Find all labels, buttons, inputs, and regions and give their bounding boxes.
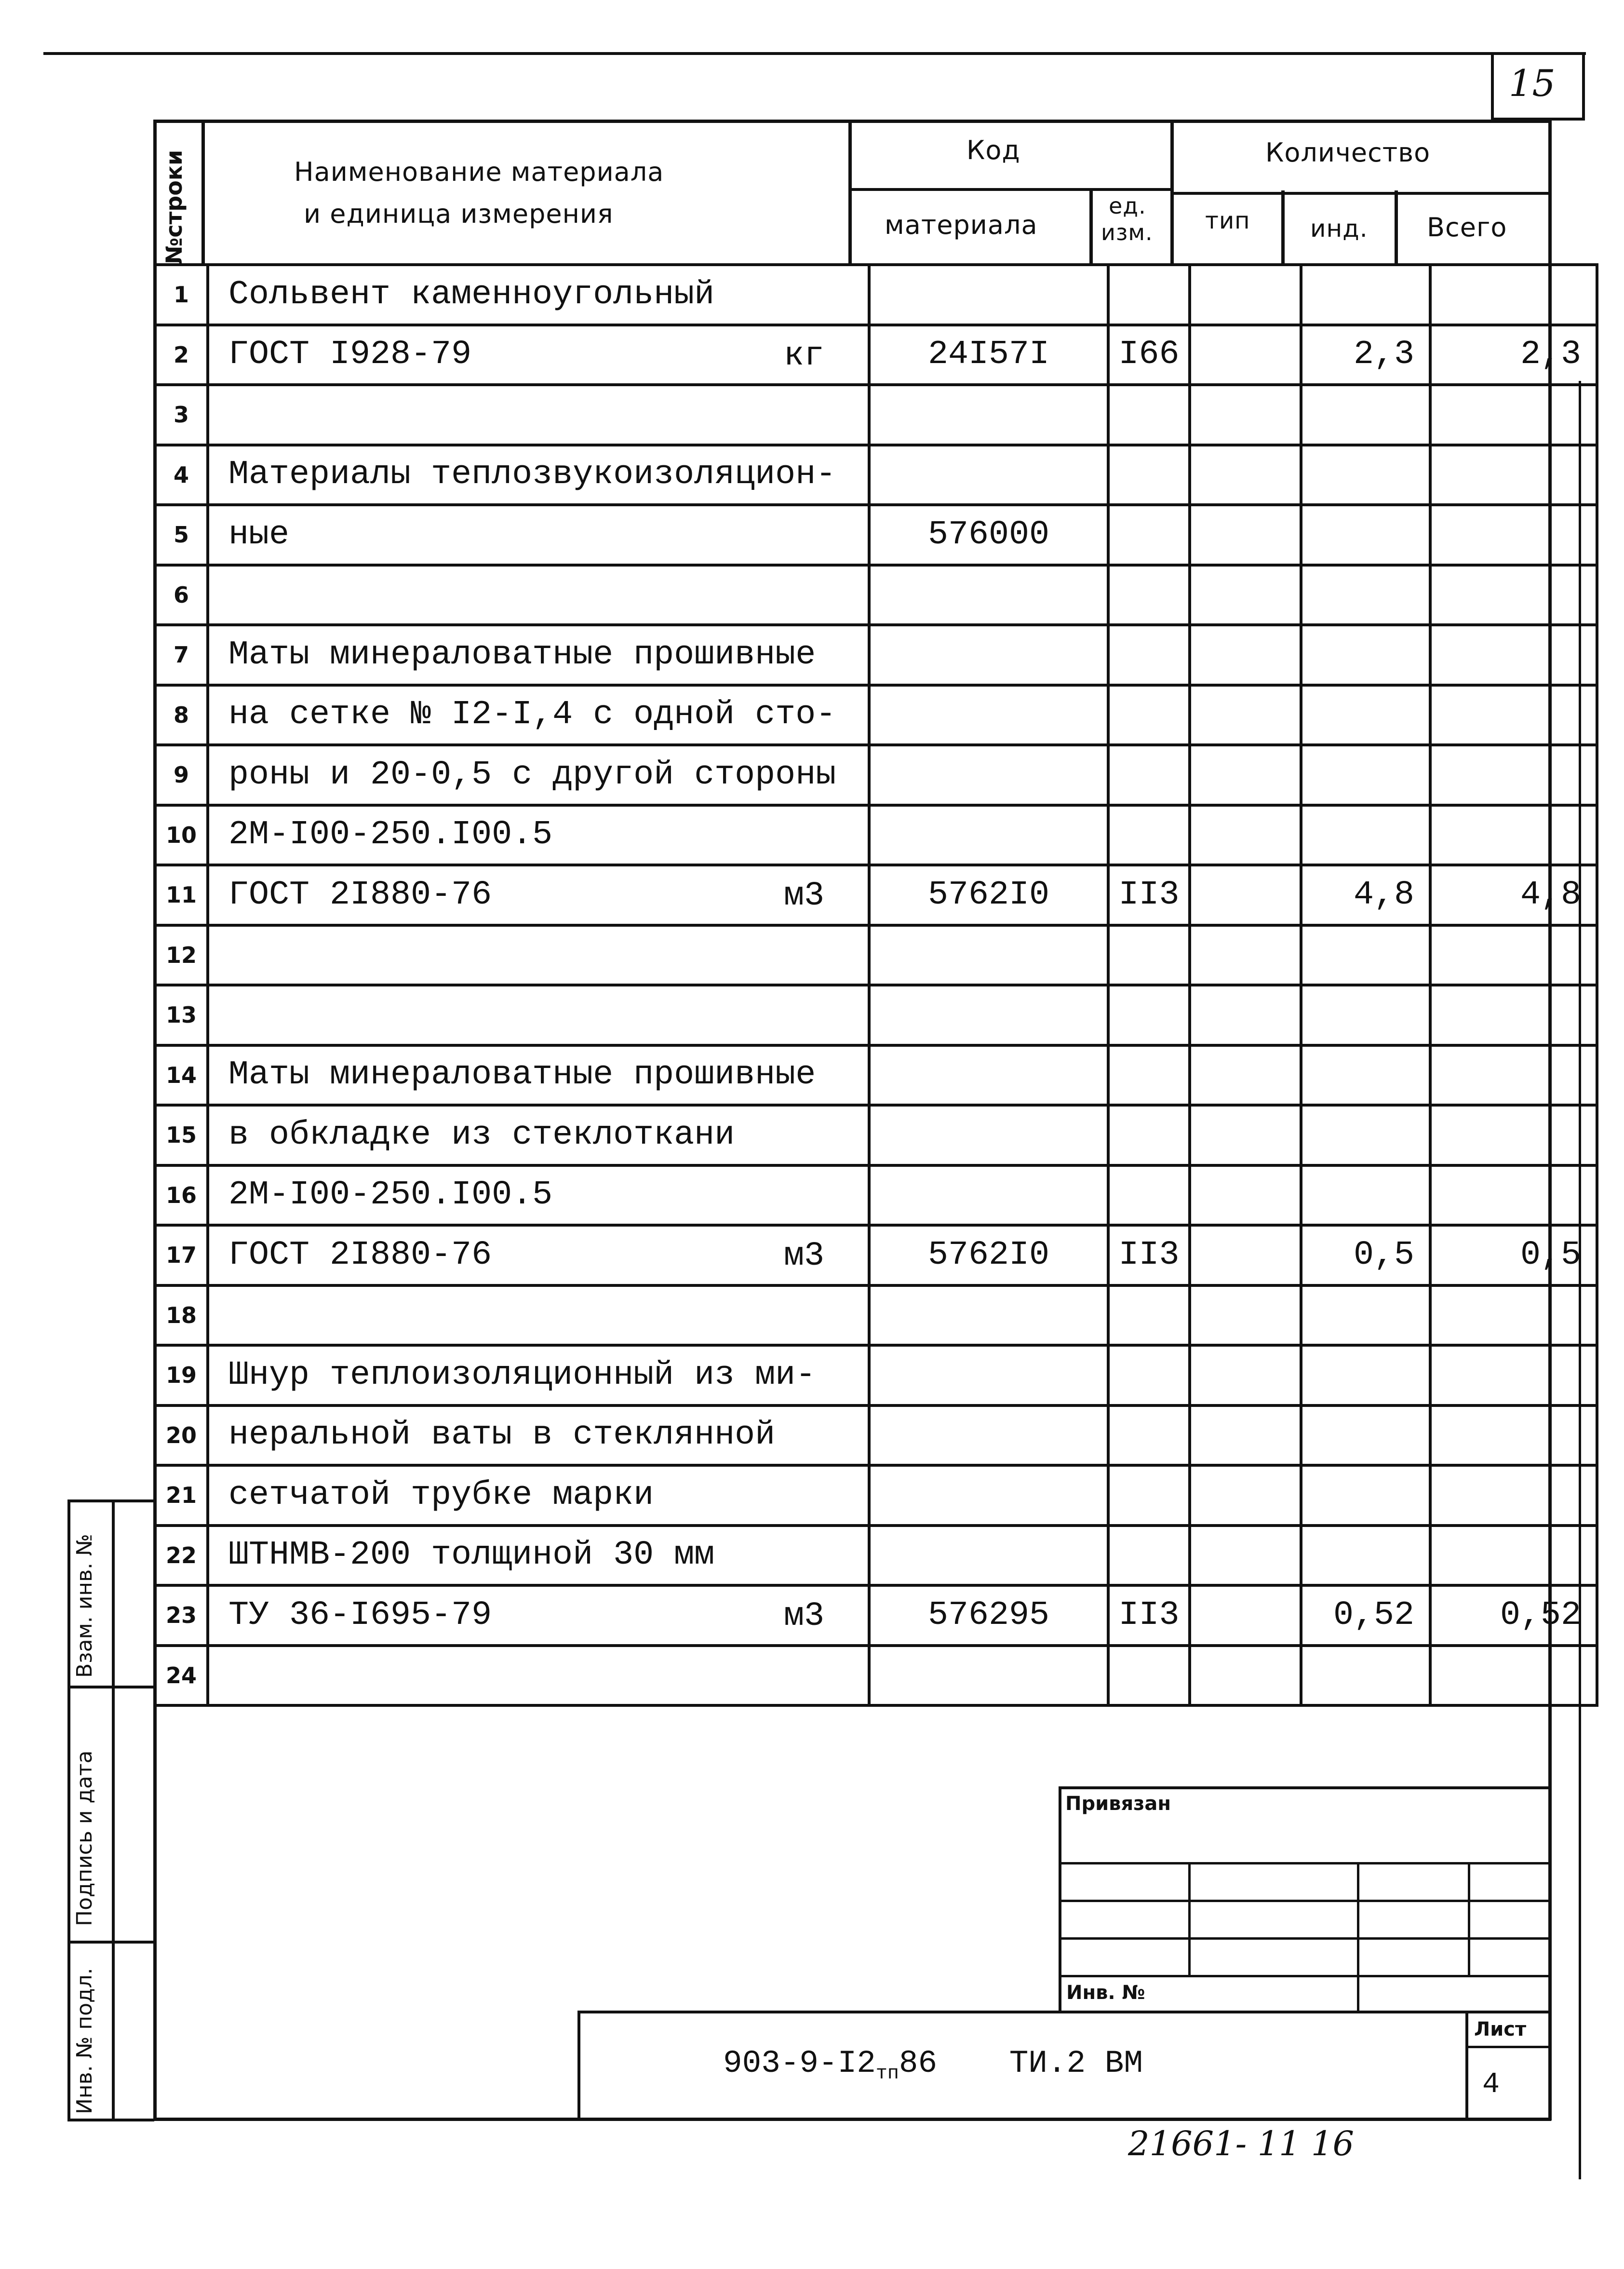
row-number-cell: 2 bbox=[155, 325, 208, 385]
stamp-col-line-1 bbox=[1188, 1862, 1191, 1975]
type-qty-cell bbox=[1190, 385, 1301, 445]
unit-code-cell bbox=[1108, 805, 1190, 865]
row-number-cell: 23 bbox=[155, 1585, 208, 1646]
material-name-cell bbox=[208, 685, 869, 745]
unit-code-cell bbox=[1108, 1105, 1190, 1165]
material-name-text: на сетке № I2-I,4 с одной сто- bbox=[228, 696, 836, 734]
total-qty-cell bbox=[1430, 1465, 1597, 1526]
table-row bbox=[155, 745, 1597, 805]
total-qty-cell: 2,3 bbox=[1430, 325, 1597, 385]
individual-qty-cell bbox=[1301, 265, 1430, 325]
unit-code-cell bbox=[1108, 565, 1190, 625]
designation-part-a: 903-9-I2 bbox=[723, 2045, 876, 2081]
total-qty-cell bbox=[1430, 1285, 1597, 1346]
row-number-cell: 17 bbox=[155, 1225, 208, 1285]
table-row bbox=[155, 985, 1597, 1045]
material-name-text: неральной ваты в стеклянной bbox=[228, 1416, 776, 1455]
material-name-text: Сольвент каменноугольный bbox=[228, 275, 715, 314]
row-number-cell: 11 bbox=[155, 865, 208, 925]
stamp-attached-top bbox=[1059, 1786, 1550, 1789]
table-row bbox=[155, 325, 1597, 385]
table-row bbox=[155, 1045, 1597, 1106]
individual-qty-cell bbox=[1301, 1405, 1430, 1466]
material-name-text: ные bbox=[228, 515, 290, 554]
side-strip-inner bbox=[112, 1499, 115, 2121]
header-name-unit: и единица измерения bbox=[304, 199, 614, 229]
unit-code-cell bbox=[1108, 685, 1190, 745]
row-number-cell: 22 bbox=[155, 1526, 208, 1586]
row-number-cell: 16 bbox=[155, 1165, 208, 1226]
material-code-cell: 576295 bbox=[869, 1585, 1108, 1646]
table-row bbox=[155, 1526, 1597, 1586]
row-number-cell: 6 bbox=[155, 565, 208, 625]
total-qty-cell bbox=[1430, 1105, 1597, 1165]
type-qty-cell bbox=[1190, 745, 1301, 805]
row-number-cell: 24 bbox=[155, 1646, 208, 1706]
material-name-cell bbox=[208, 1345, 869, 1405]
type-qty-cell bbox=[1190, 1105, 1301, 1165]
material-name-cell bbox=[208, 1225, 869, 1285]
material-code-cell bbox=[869, 1345, 1108, 1405]
material-code-cell bbox=[869, 385, 1108, 445]
material-name-cell bbox=[208, 865, 869, 925]
individual-qty-cell bbox=[1301, 745, 1430, 805]
header-sub-line-qty bbox=[1170, 192, 1551, 195]
header-quantity: Количество bbox=[1265, 137, 1431, 168]
individual-qty-cell bbox=[1301, 1646, 1430, 1706]
total-qty-cell: 0,5 bbox=[1430, 1225, 1597, 1285]
stamp-row-line-2 bbox=[1059, 1900, 1550, 1902]
material-name-cell bbox=[208, 1646, 869, 1706]
material-name-text: 2М-I00-250.I00.5 bbox=[228, 1176, 553, 1215]
sheet-number: 4 bbox=[1482, 2068, 1500, 2101]
material-code-cell bbox=[869, 1526, 1108, 1586]
unit-code-cell bbox=[1108, 265, 1190, 325]
unit-code-cell bbox=[1108, 925, 1190, 986]
side-strip-top bbox=[67, 1499, 154, 1502]
stamp-row-line-4 bbox=[1059, 1975, 1550, 1977]
row-number-cell: 9 bbox=[155, 745, 208, 805]
unit-code-cell bbox=[1108, 745, 1190, 805]
unit-text: м3 bbox=[783, 1597, 824, 1635]
material-name-cell bbox=[208, 925, 869, 986]
material-name-text: ГОСТ 2I880-76 bbox=[228, 876, 492, 914]
material-name-text: Шнур теплоизоляционный из ми- bbox=[228, 1356, 816, 1394]
material-name-cell bbox=[208, 805, 869, 865]
unit-code-cell bbox=[1108, 1526, 1190, 1586]
material-name-cell bbox=[208, 745, 869, 805]
header-col-line-3 bbox=[1089, 190, 1093, 264]
unit-code-cell bbox=[1108, 625, 1190, 685]
material-code-cell: 576000 bbox=[869, 505, 1108, 565]
table-row bbox=[155, 1585, 1597, 1646]
side-strip-bottom bbox=[67, 2119, 154, 2121]
table-row bbox=[155, 625, 1597, 685]
page-number-box-left bbox=[1491, 52, 1494, 120]
designation-part-b: 86 bbox=[899, 2045, 938, 2081]
individual-qty-cell bbox=[1301, 505, 1430, 565]
material-name-text: ГОСТ 2I880-76 bbox=[228, 1236, 492, 1274]
header-col-line-6 bbox=[1395, 190, 1398, 264]
stamp-row-line-3 bbox=[1059, 1937, 1550, 1940]
unit-code-cell: II3 bbox=[1108, 865, 1190, 925]
total-qty-cell bbox=[1430, 1165, 1597, 1226]
header-col-line-2 bbox=[848, 120, 852, 264]
side-strip-div2 bbox=[67, 1941, 154, 1944]
type-qty-cell bbox=[1190, 265, 1301, 325]
individual-qty-cell: 0,52 bbox=[1301, 1585, 1430, 1646]
type-qty-cell bbox=[1190, 1646, 1301, 1706]
table-row bbox=[155, 385, 1597, 445]
designation-part-c: ТИ.2 ВМ bbox=[1009, 2045, 1143, 2081]
total-qty-cell bbox=[1430, 565, 1597, 625]
table-row bbox=[155, 1105, 1597, 1165]
header-individual: инд. bbox=[1310, 215, 1368, 243]
total-qty-cell bbox=[1430, 1646, 1597, 1706]
type-qty-cell bbox=[1190, 445, 1301, 505]
table-row bbox=[155, 1345, 1597, 1405]
material-code-cell bbox=[869, 1165, 1108, 1226]
unit-code-cell bbox=[1108, 1045, 1190, 1106]
individual-qty-cell bbox=[1301, 1165, 1430, 1226]
sheet-box-mid bbox=[1465, 2046, 1550, 2048]
total-qty-cell bbox=[1430, 385, 1597, 445]
individual-qty-cell: 2,3 bbox=[1301, 325, 1430, 385]
header-col-line-1 bbox=[201, 120, 205, 264]
row-number-cell: 14 bbox=[155, 1045, 208, 1106]
row-number-cell: 13 bbox=[155, 985, 208, 1045]
material-name-cell bbox=[208, 265, 869, 325]
table-row bbox=[155, 1465, 1597, 1526]
unit-code-cell bbox=[1108, 445, 1190, 505]
unit-code-cell bbox=[1108, 985, 1190, 1045]
material-code-cell: 5762I0 bbox=[869, 1225, 1108, 1285]
type-qty-cell bbox=[1190, 565, 1301, 625]
designation-sub: тп bbox=[875, 2063, 899, 2085]
material-name-cell bbox=[208, 625, 869, 685]
frame-top bbox=[153, 120, 1551, 123]
material-name-text: ШТНМВ-200 толщиной 30 мм bbox=[228, 1536, 715, 1575]
material-name-text: 2М-I00-250.I00.5 bbox=[228, 816, 553, 854]
unit-text: м3 bbox=[783, 1237, 824, 1275]
type-qty-cell bbox=[1190, 1165, 1301, 1226]
type-qty-cell bbox=[1190, 1345, 1301, 1405]
unit-code-cell bbox=[1108, 1465, 1190, 1526]
type-qty-cell bbox=[1190, 1585, 1301, 1646]
row-number-cell: 3 bbox=[155, 385, 208, 445]
material-code-cell bbox=[869, 685, 1108, 745]
individual-qty-cell bbox=[1301, 1526, 1430, 1586]
total-qty-cell bbox=[1430, 985, 1597, 1045]
type-qty-cell bbox=[1190, 925, 1301, 986]
stamp-col-line-2 bbox=[1357, 1862, 1359, 2012]
table-row bbox=[155, 805, 1597, 865]
material-code-cell bbox=[869, 1045, 1108, 1106]
material-code-cell bbox=[869, 985, 1108, 1045]
total-qty-cell bbox=[1430, 1045, 1597, 1106]
material-code-cell: 24I57I bbox=[869, 325, 1108, 385]
unit-code-cell: I66 bbox=[1108, 325, 1190, 385]
material-code-cell bbox=[869, 805, 1108, 865]
header-type: тип bbox=[1205, 207, 1250, 234]
page-number-box-right bbox=[1582, 52, 1585, 120]
header-code: Код bbox=[966, 135, 1020, 165]
label-replaced-inv: Взам. инв. № bbox=[72, 1534, 97, 1678]
row-number-cell: 19 bbox=[155, 1345, 208, 1405]
type-qty-cell bbox=[1190, 625, 1301, 685]
header-sub-line-code bbox=[848, 188, 1172, 191]
type-qty-cell bbox=[1190, 1526, 1301, 1586]
table-row bbox=[155, 505, 1597, 565]
side-strip-div1 bbox=[67, 1686, 154, 1688]
material-name-text: ГОСТ I928-79 bbox=[228, 336, 472, 374]
material-name-cell bbox=[208, 505, 869, 565]
individual-qty-cell bbox=[1301, 685, 1430, 745]
unit-code-cell bbox=[1108, 505, 1190, 565]
header-name: Наименование материала bbox=[294, 157, 664, 187]
type-qty-cell bbox=[1190, 325, 1301, 385]
unit-code-cell bbox=[1108, 1285, 1190, 1346]
header-unit-b: изм. bbox=[1101, 219, 1153, 245]
table-row bbox=[155, 565, 1597, 625]
designation bbox=[723, 2045, 1143, 2085]
table-row bbox=[155, 1225, 1597, 1285]
header-col-line-5 bbox=[1281, 190, 1285, 264]
total-qty-cell bbox=[1430, 445, 1597, 505]
material-name-text: Маты минераловатные прошивные bbox=[228, 635, 816, 674]
header-row-number: №строки bbox=[161, 149, 187, 264]
table-row bbox=[155, 1165, 1597, 1226]
type-qty-cell bbox=[1190, 505, 1301, 565]
side-strip-left bbox=[67, 1499, 70, 2121]
material-name-cell bbox=[208, 1585, 869, 1646]
unit-code-cell bbox=[1108, 1345, 1190, 1405]
individual-qty-cell bbox=[1301, 385, 1430, 445]
material-code-cell bbox=[869, 445, 1108, 505]
material-code-cell bbox=[869, 1465, 1108, 1526]
unit-code-cell: II3 bbox=[1108, 1225, 1190, 1285]
archive-number-handwritten: 21661- 11 16 bbox=[1128, 2124, 1354, 2163]
total-qty-cell bbox=[1430, 1405, 1597, 1466]
material-name-cell bbox=[208, 1285, 869, 1346]
individual-qty-cell bbox=[1301, 985, 1430, 1045]
individual-qty-cell bbox=[1301, 1465, 1430, 1526]
table-row bbox=[155, 685, 1597, 745]
material-name-cell bbox=[208, 1045, 869, 1106]
unit-code-cell bbox=[1108, 385, 1190, 445]
total-qty-cell bbox=[1430, 265, 1597, 325]
total-qty-cell bbox=[1430, 1526, 1597, 1586]
material-name-text: ТУ 36-I695-79 bbox=[228, 1596, 492, 1634]
material-name-cell bbox=[208, 1165, 869, 1226]
type-qty-cell bbox=[1190, 985, 1301, 1045]
material-code-cell bbox=[869, 745, 1108, 805]
unit-code-cell bbox=[1108, 1405, 1190, 1466]
row-number-cell: 1 bbox=[155, 265, 208, 325]
material-name-cell bbox=[208, 985, 869, 1045]
individual-qty-cell bbox=[1301, 1285, 1430, 1346]
total-qty-cell: 4,8 bbox=[1430, 865, 1597, 925]
header-unit-a: ед. bbox=[1109, 193, 1146, 219]
type-qty-cell bbox=[1190, 1045, 1301, 1106]
individual-qty-cell bbox=[1301, 625, 1430, 685]
row-number-cell: 21 bbox=[155, 1465, 208, 1526]
label-inv-original: Инв. № подл. bbox=[72, 1968, 97, 2114]
materials-table bbox=[153, 263, 1598, 1707]
stamp-inv-label: Инв. № bbox=[1066, 1982, 1145, 2004]
header-total: Всего bbox=[1427, 212, 1507, 243]
type-qty-cell bbox=[1190, 685, 1301, 745]
sheet-label: Лист bbox=[1474, 2018, 1527, 2040]
type-qty-cell bbox=[1190, 1465, 1301, 1526]
type-qty-cell bbox=[1190, 805, 1301, 865]
frame-bottom bbox=[153, 2118, 1551, 2121]
material-code-cell bbox=[869, 925, 1108, 986]
row-number-cell: 20 bbox=[155, 1405, 208, 1466]
stamp-attached-label: Привязан bbox=[1065, 1793, 1171, 1815]
designation-box-left bbox=[577, 2011, 580, 2120]
material-name-cell bbox=[208, 1526, 869, 1586]
row-number-cell: 18 bbox=[155, 1285, 208, 1346]
header-material: материала bbox=[885, 210, 1038, 240]
table-row bbox=[155, 445, 1597, 505]
material-name-text: сетчатой трубке марки bbox=[228, 1476, 654, 1514]
material-name-text: в обкладке из стеклоткани bbox=[228, 1116, 735, 1154]
total-qty-cell bbox=[1430, 505, 1597, 565]
material-code-cell bbox=[869, 1646, 1108, 1706]
sheet-box-left bbox=[1465, 2011, 1468, 2120]
material-name-cell bbox=[208, 385, 869, 445]
material-code-cell bbox=[869, 1405, 1108, 1466]
table-row bbox=[155, 1405, 1597, 1466]
material-name-cell bbox=[208, 1465, 869, 1526]
material-name-cell bbox=[208, 325, 869, 385]
material-code-cell bbox=[869, 265, 1108, 325]
row-number-cell: 8 bbox=[155, 685, 208, 745]
page-number-handwritten: 15 bbox=[1509, 62, 1556, 105]
designation-box-top bbox=[577, 2011, 1551, 2013]
type-qty-cell bbox=[1190, 1225, 1301, 1285]
unit-text: м3 bbox=[783, 877, 824, 915]
material-code-cell bbox=[869, 625, 1108, 685]
material-name-cell bbox=[208, 1105, 869, 1165]
label-signature-date: Подпись и дата bbox=[72, 1750, 97, 1926]
table-row bbox=[155, 1285, 1597, 1346]
type-qty-cell bbox=[1190, 1405, 1301, 1466]
type-qty-cell bbox=[1190, 865, 1301, 925]
individual-qty-cell bbox=[1301, 565, 1430, 625]
stamp-row-line-1 bbox=[1059, 1862, 1550, 1864]
total-qty-cell: 0,52 bbox=[1430, 1585, 1597, 1646]
type-qty-cell bbox=[1190, 1285, 1301, 1346]
unit-code-cell bbox=[1108, 1165, 1190, 1226]
row-number-cell: 5 bbox=[155, 505, 208, 565]
individual-qty-cell: 0,5 bbox=[1301, 1225, 1430, 1285]
total-qty-cell bbox=[1430, 745, 1597, 805]
material-code-cell bbox=[869, 1285, 1108, 1346]
stamp-col-line-3 bbox=[1468, 1862, 1470, 1975]
unit-code-cell: II3 bbox=[1108, 1585, 1190, 1646]
total-qty-cell bbox=[1430, 685, 1597, 745]
material-code-cell bbox=[869, 1105, 1108, 1165]
individual-qty-cell bbox=[1301, 805, 1430, 865]
material-name-cell bbox=[208, 445, 869, 505]
unit-text: кг bbox=[783, 337, 824, 375]
table-row bbox=[155, 265, 1597, 325]
total-qty-cell bbox=[1430, 1345, 1597, 1405]
total-qty-cell bbox=[1430, 805, 1597, 865]
table-row bbox=[155, 925, 1597, 986]
individual-qty-cell bbox=[1301, 1105, 1430, 1165]
row-number-cell: 4 bbox=[155, 445, 208, 505]
table-row bbox=[155, 1646, 1597, 1706]
material-name-cell bbox=[208, 565, 869, 625]
material-name-text: Материалы теплозвукоизоляцион- bbox=[228, 456, 836, 494]
material-name-text: роны и 20-0,5 с другой стороны bbox=[228, 756, 836, 794]
row-number-cell: 10 bbox=[155, 805, 208, 865]
individual-qty-cell: 4,8 bbox=[1301, 865, 1430, 925]
row-number-cell: 12 bbox=[155, 925, 208, 986]
total-qty-cell bbox=[1430, 925, 1597, 986]
individual-qty-cell bbox=[1301, 1345, 1430, 1405]
row-number-cell: 15 bbox=[155, 1105, 208, 1165]
row-number-cell: 7 bbox=[155, 625, 208, 685]
material-name-cell bbox=[208, 1405, 869, 1466]
total-qty-cell bbox=[1430, 625, 1597, 685]
material-code-cell: 5762I0 bbox=[869, 865, 1108, 925]
material-code-cell bbox=[869, 565, 1108, 625]
material-name-text: Маты минераловатные прошивные bbox=[228, 1056, 816, 1094]
unit-code-cell bbox=[1108, 1646, 1190, 1706]
table-row bbox=[155, 865, 1597, 925]
top-border-line bbox=[43, 52, 1586, 55]
individual-qty-cell bbox=[1301, 445, 1430, 505]
individual-qty-cell bbox=[1301, 1045, 1430, 1106]
individual-qty-cell bbox=[1301, 925, 1430, 986]
